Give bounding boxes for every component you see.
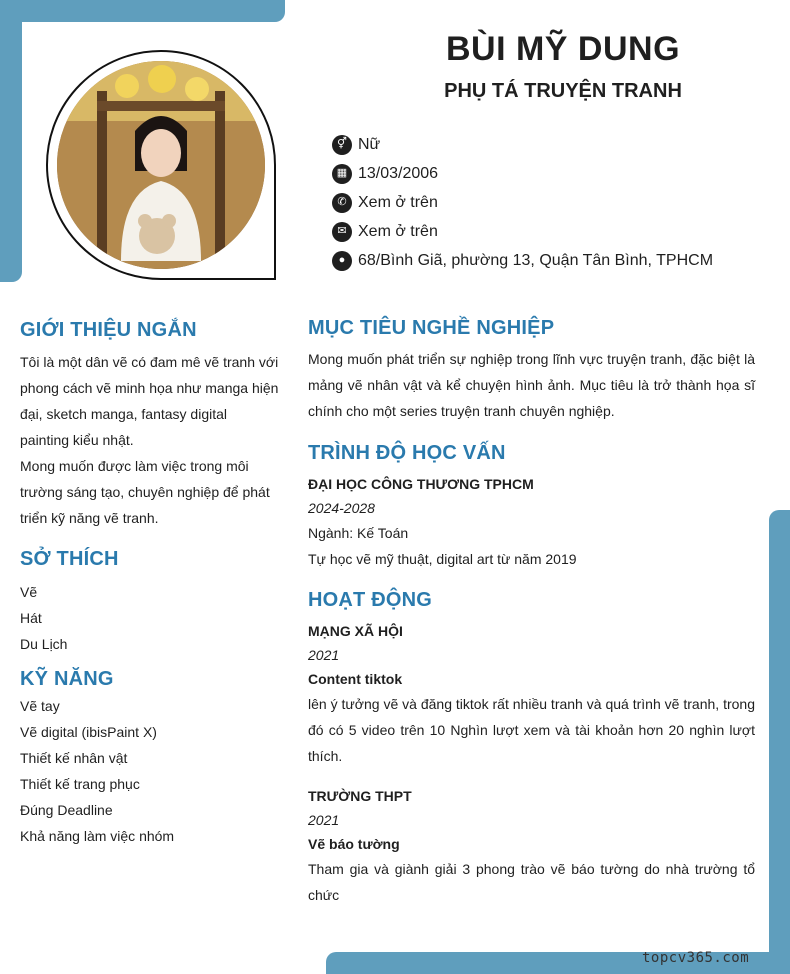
activity-org: TRƯỜNG THPT <box>308 788 412 804</box>
decor-bar-right <box>769 510 790 974</box>
intro-text <box>20 349 290 531</box>
intro-line: Tôi là một dân vẽ có đam mê vẽ tranh với <box>20 354 279 370</box>
contact-birthday <box>332 159 713 188</box>
contact-gender <box>332 130 713 159</box>
decor-bar-left <box>0 0 22 282</box>
watermark: topcv365.com <box>642 950 750 966</box>
job-title: PHỤ TÁ TRUYỆN TRANH <box>444 80 682 102</box>
contact-email <box>332 217 713 246</box>
list-item: Thiết kế nhân vật <box>20 750 128 766</box>
list-item: Vẽ digital (ibisPaint X) <box>20 724 157 740</box>
phone-icon: ✆ <box>332 193 352 213</box>
intro-line: trường sáng tạo, chuyên nghiệp để phát <box>20 484 270 500</box>
education-entry <box>308 472 755 572</box>
activities-heading: HOẠT ĐỘNG <box>308 589 433 611</box>
list-item: Du Lịch <box>20 636 68 652</box>
list-item: Vẽ tay <box>20 698 60 714</box>
list-item: Thiết kế trang phục <box>20 776 140 792</box>
intro-line: đại, sketch manga, fantasy digital <box>20 406 228 422</box>
contact-text: 13/03/2006 <box>358 164 439 182</box>
contact-phone <box>332 188 713 217</box>
intro-line: phong cách vẽ minh họa như manga hiện <box>20 380 279 396</box>
calendar-icon: ▦ <box>332 164 352 184</box>
intro-heading: GIỚI THIỆU NGẮN <box>20 319 197 341</box>
list-item: Đúng Deadline <box>20 802 113 818</box>
activity-entry <box>308 619 755 769</box>
activity-description: Tham gia và giành giải 3 phong trào vẽ báo tường do nhà trường tổ chức <box>308 861 755 903</box>
skills-heading: KỸ NĂNG <box>20 668 114 690</box>
education-period: 2024-2028 <box>308 500 375 516</box>
gender-icon: ⚥ <box>332 135 352 155</box>
school-name: ĐẠI HỌC CÔNG THƯƠNG TPHCM <box>308 476 534 492</box>
decor-bar-top <box>0 0 285 22</box>
contact-address <box>332 246 713 275</box>
email-icon: ✉ <box>332 222 352 242</box>
photo-frame <box>46 50 276 280</box>
profile-photo <box>57 61 265 269</box>
contact-text: Xem ở trên <box>358 222 438 240</box>
skills-list <box>20 693 174 849</box>
full-name: BÙI MỸ DUNG <box>445 30 681 68</box>
activity-year: 2021 <box>308 647 340 663</box>
intro-line: triển kỹ năng vẽ tranh. <box>20 510 159 526</box>
list-item: Hát <box>20 610 42 626</box>
location-icon: ● <box>332 251 352 271</box>
contact-list <box>332 130 713 275</box>
hobbies-list <box>20 579 67 657</box>
activity-year: 2021 <box>308 812 340 828</box>
education-note: Tự học vẽ mỹ thuật, digital art từ năm 2019 <box>308 551 577 567</box>
hobbies-heading: SỞ THÍCH <box>20 548 119 570</box>
contact-text: Xem ở trên <box>358 193 438 211</box>
intro-line: Mong muốn được làm việc trong môi <box>20 458 249 474</box>
objective-heading: MỤC TIÊU NGHỀ NGHIỆP <box>308 317 555 339</box>
education-major: Ngành: Kế Toán <box>308 525 409 541</box>
activity-entry <box>308 784 755 908</box>
activity-role: Vẽ báo tường <box>308 836 400 852</box>
objective-text: Mong muốn phát triển sự nghiệp trong lĩnh vực truyện tranh, đặc biệt là mảng vẽ nhân vật và kể chuyện hình ảnh. Mục tiêu là trở thành họa sĩ chính cho một series truyện tranh chuyên nghiệp. <box>308 351 755 419</box>
contact-text: 68/Bình Giã, phường 13, Quận Tân Bình, TPHCM <box>358 251 714 269</box>
profile-photo-illustration <box>57 61 265 269</box>
list-item: Khả năng làm việc nhóm <box>20 828 175 844</box>
activity-description: lên ý tưởng vẽ và đăng tiktok rất nhiều tranh và quá trình vẽ tranh, trong đó có 5 video trên 10 Nghìn lượt xem và tài khoản hơn 20 nghìn lượt thích. <box>308 696 755 764</box>
activity-org: MẠNG XÃ HỘI <box>308 623 403 639</box>
list-item: Vẽ <box>20 584 38 600</box>
education-heading: TRÌNH ĐỘ HỌC VẤN <box>308 442 506 464</box>
contact-text: Nữ <box>358 135 381 153</box>
activity-role: Content tiktok <box>308 671 403 687</box>
intro-line: painting kiểu nhật. <box>20 432 134 448</box>
